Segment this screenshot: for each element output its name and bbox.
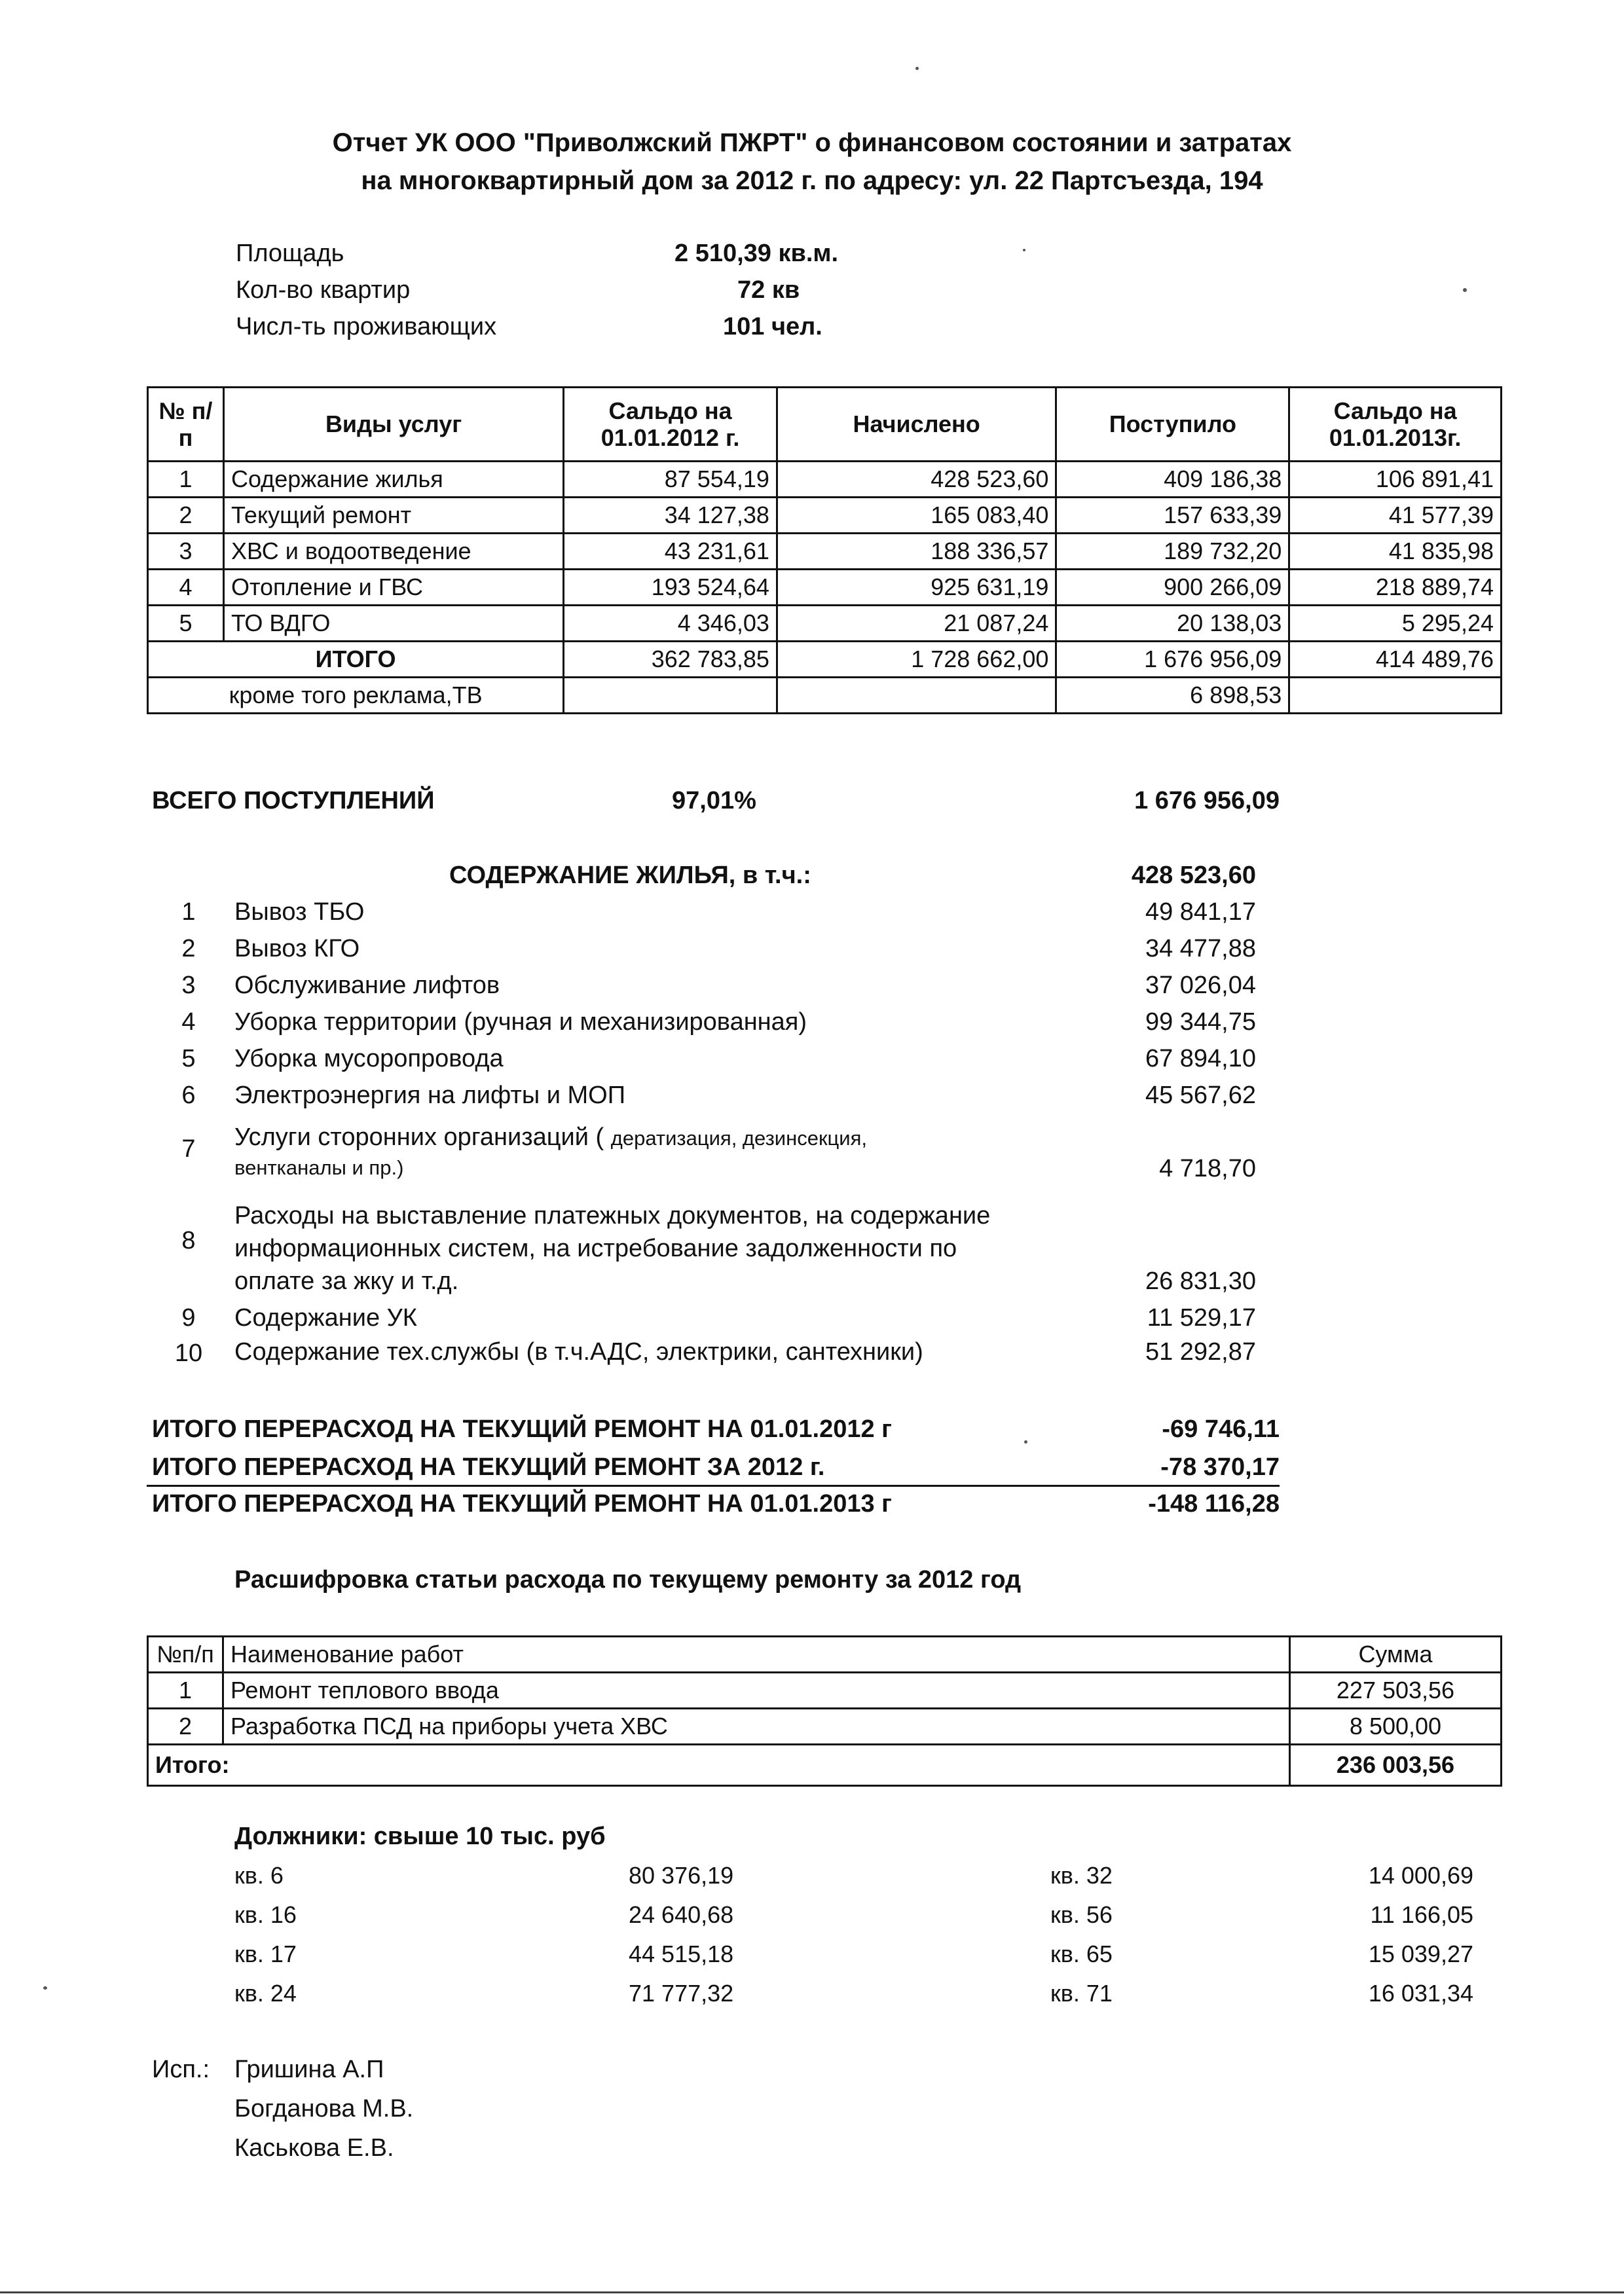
extra-row [148,678,1502,714]
list-item-text: Содержание тех.службы (в т.ч.АДС, электрики, сантехники) [234,1338,923,1366]
debtor-apartment: кв. 6 [234,1862,284,1889]
list-item-text: Электроэнергия на лифты и МОП [234,1082,626,1109]
row-received: 409 186,38 [1056,462,1289,498]
repair-heading: Расшифровка статьи расхода по текущему ремонту за 2012 год [234,1566,1022,1594]
scan-edge-line [0,2291,1624,2293]
executor-name: Гришина А.П [234,2056,384,2083]
header-num: № п/п [148,388,224,462]
list-item-text-line: информационных систем, на истребование задолженности по [234,1235,957,1262]
overspend-start-label: ИТОГО ПЕРЕРАСХОД НА ТЕКУЩИЙ РЕМОНТ НА 01.01.2012 г [152,1415,892,1443]
scan-speck [43,1986,47,1990]
row-charged: 21 087,24 [777,606,1056,642]
debtor-sum: 16 031,34 [1368,1980,1473,2007]
table-row [148,1709,1502,1745]
row-service: Текущий ремонт [223,498,563,534]
report-title-line-2: на многоквартирный дом за 2012 г. по адресу: ул. 22 Партсъезда, 194 [361,166,1263,195]
table-row [148,462,1502,498]
repair-total-label: Итого: [148,1745,1290,1786]
header-saldo-end: Сальдо на 01.01.2013г. [1289,388,1502,462]
total-receipts-value: 1 676 956,09 [1134,787,1280,814]
table-row [148,606,1502,642]
list-item-text: Содержание УК [234,1304,417,1332]
repair-table [147,1635,1502,1787]
debtor-apartment: кв. 16 [234,1901,297,1928]
extra-empty-cell [564,678,777,714]
residents-value: 101 чел. [723,313,822,340]
repair-row-name: Разработка ПСД на приборы учета ХВС [223,1709,1290,1745]
list-item-text-line: Расходы на выставление платежных документов, на содержание [234,1202,991,1230]
repair-total-row [148,1745,1502,1786]
services-table [147,386,1502,714]
list-item-value: 37 026,04 [1145,972,1256,999]
list-item-text: Вывоз ТБО [234,898,365,926]
list-item-value: 11 529,17 [1147,1304,1256,1332]
list-item-value: 67 894,10 [1145,1045,1256,1072]
list-item-text [234,1123,867,1152]
list-item-text: Вывоз КГО [234,935,360,962]
row-saldo-start: 34 127,38 [564,498,777,534]
extra-empty-cell [1289,678,1502,714]
row-charged: 188 336,57 [777,534,1056,570]
table-row [148,570,1502,606]
row-saldo-start: 87 554,19 [564,462,777,498]
row-saldo-end: 218 889,74 [1289,570,1502,606]
total-saldo-end: 414 489,76 [1289,642,1502,678]
report-title-line-1: Отчет УК ООО "Приволжский ПЖРТ" о финансовом состоянии и затратах [332,128,1292,157]
maintenance-heading: СОДЕРЖАНИЕ ЖИЛЬЯ, в т.ч.: [449,862,811,889]
row-saldo-end: 41 577,39 [1289,498,1502,534]
repair-row-sum: 227 503,56 [1290,1673,1502,1709]
scan-speck [1023,249,1025,251]
list-item-text-small: дератизация, дезинсекция, [610,1127,868,1150]
row-saldo-start: 193 524,64 [564,570,777,606]
overspend-year-value: -78 370,17 [1160,1453,1280,1481]
debtor-sum: 15 039,27 [1368,1941,1473,1967]
overspend-end-label: ИТОГО ПЕРЕРАСХОД НА ТЕКУЩИЙ РЕМОНТ НА 01.01.2013 г [152,1490,892,1518]
debtor-sum: 24 640,68 [629,1901,734,1928]
area-value: 2 510,39 кв.м. [674,240,839,267]
row-service: ТО ВДГО [223,606,563,642]
list-item-value: 49 841,17 [1145,898,1256,926]
scan-speck [1024,1440,1027,1444]
list-item-value: 99 344,75 [1145,1008,1256,1036]
extra-received: 6 898,53 [1056,678,1289,714]
total-receipts-percent: 97,01% [672,787,756,814]
table-row [148,1673,1502,1709]
list-item-text-line: оплате за жку и т.д. [234,1267,459,1295]
total-receipts-label: ВСЕГО ПОСТУПЛЕНИЙ [152,787,435,814]
row-num: 1 [148,462,224,498]
debtor-sum: 80 376,19 [629,1862,734,1889]
row-saldo-end: 5 295,24 [1289,606,1502,642]
list-item-text: Обслуживание лифтов [234,972,500,999]
row-saldo-end: 41 835,98 [1289,534,1502,570]
area-label: Площадь [236,240,344,267]
services-table-header [148,388,1502,462]
executor-name: Богданова М.В. [234,2095,414,2123]
executors-label: Исп.: [152,2056,210,2083]
row-num: 2 [148,498,224,534]
list-item-num: 3 [181,972,196,999]
row-received: 157 633,39 [1056,498,1289,534]
table-row [148,498,1502,534]
row-service: Содержание жилья [223,462,563,498]
list-item-text: Уборка территории (ручная и механизированная) [234,1008,807,1036]
list-item-value: 45 567,62 [1145,1082,1256,1109]
overspend-year-label: ИТОГО ПЕРЕРАСХОД НА ТЕКУЩИЙ РЕМОНТ ЗА 2012 г. [152,1453,825,1481]
row-service: Отопление и ГВС [223,570,563,606]
list-item-num: 2 [181,935,196,962]
apartments-label: Кол-во квартир [236,276,411,304]
row-num: 4 [148,570,224,606]
list-item-value: 34 477,88 [1145,935,1256,962]
total-label: ИТОГО [148,642,564,678]
scan-speck [1463,288,1467,292]
header-service: Виды услуг [223,388,563,462]
row-charged: 428 523,60 [777,462,1056,498]
row-received: 189 732,20 [1056,534,1289,570]
repair-total-sum: 236 003,56 [1290,1745,1502,1786]
list-item-num: 5 [181,1045,196,1072]
list-item-num: 4 [181,1008,196,1036]
repair-header-name: Наименование работ [223,1637,1290,1673]
repair-row-sum: 8 500,00 [1290,1709,1502,1745]
row-num: 3 [148,534,224,570]
debtor-apartment: кв. 71 [1050,1980,1113,2007]
row-received: 20 138,03 [1056,606,1289,642]
total-row [148,642,1502,678]
total-saldo-start: 362 783,85 [564,642,777,678]
repair-header-num: №п/п [148,1637,223,1673]
list-item-num: 1 [181,898,196,926]
residents-label: Числ-ть проживающих [236,313,497,340]
list-item-value: 51 292,87 [1145,1338,1256,1366]
repair-row-name: Ремонт теплового ввода [223,1673,1290,1709]
total-charged: 1 728 662,00 [777,642,1056,678]
debtors-heading: Должники: свыше 10 тыс. руб [234,1823,606,1850]
executor-name: Каськова Е.В. [234,2134,394,2162]
overspend-start-value: -69 746,11 [1162,1415,1280,1443]
extra-empty-cell [777,678,1056,714]
total-received: 1 676 956,09 [1056,642,1289,678]
debtor-apartment: кв. 65 [1050,1941,1113,1967]
table-row [148,534,1502,570]
repair-row-num: 1 [148,1673,223,1709]
overspend-end-value: -148 116,28 [1148,1490,1280,1518]
debtor-sum: 14 000,69 [1368,1862,1473,1889]
row-charged: 165 083,40 [777,498,1056,534]
row-saldo-start: 4 346,03 [564,606,777,642]
extra-label: кроме того реклама,ТВ [148,678,564,714]
list-item-num: 9 [181,1304,196,1332]
debtor-sum: 11 166,05 [1370,1901,1473,1928]
row-num: 5 [148,606,224,642]
debtor-sum: 71 777,32 [629,1980,734,2007]
row-received: 900 266,09 [1056,570,1289,606]
debtor-sum: 44 515,18 [629,1941,734,1967]
list-item-text-main: Услуги сторонних организаций ( [234,1123,604,1151]
repair-row-num: 2 [148,1709,223,1745]
list-item-value: 4 718,70 [1159,1155,1256,1182]
list-item-text-line2: вентканалы и пр.) [234,1156,404,1179]
repair-header-sum: Сумма [1290,1637,1502,1673]
list-item-text: Уборка мусоропровода [234,1045,504,1072]
list-item-num: 10 [174,1339,203,1367]
debtor-apartment: кв. 24 [234,1980,297,2007]
header-charged: Начислено [777,388,1056,462]
debtor-apartment: кв. 32 [1050,1862,1113,1889]
apartments-value: 72 кв [737,276,800,304]
debtor-apartment: кв. 17 [234,1941,297,1967]
row-saldo-end: 106 891,41 [1289,462,1502,498]
header-received: Поступило [1056,388,1289,462]
list-item-value: 26 831,30 [1145,1267,1256,1295]
list-item-num: 6 [181,1082,196,1109]
list-item-num: 7 [181,1135,196,1163]
row-charged: 925 631,19 [777,570,1056,606]
overspend-divider [147,1485,1280,1487]
scan-speck [915,67,919,70]
repair-table-header [148,1637,1502,1673]
list-item-num: 8 [181,1227,196,1254]
row-saldo-start: 43 231,61 [564,534,777,570]
debtor-apartment: кв. 56 [1050,1901,1113,1928]
maintenance-total: 428 523,60 [1131,862,1256,889]
header-saldo-start: Сальдо на 01.01.2012 г. [564,388,777,462]
row-service: ХВС и водоотведение [223,534,563,570]
